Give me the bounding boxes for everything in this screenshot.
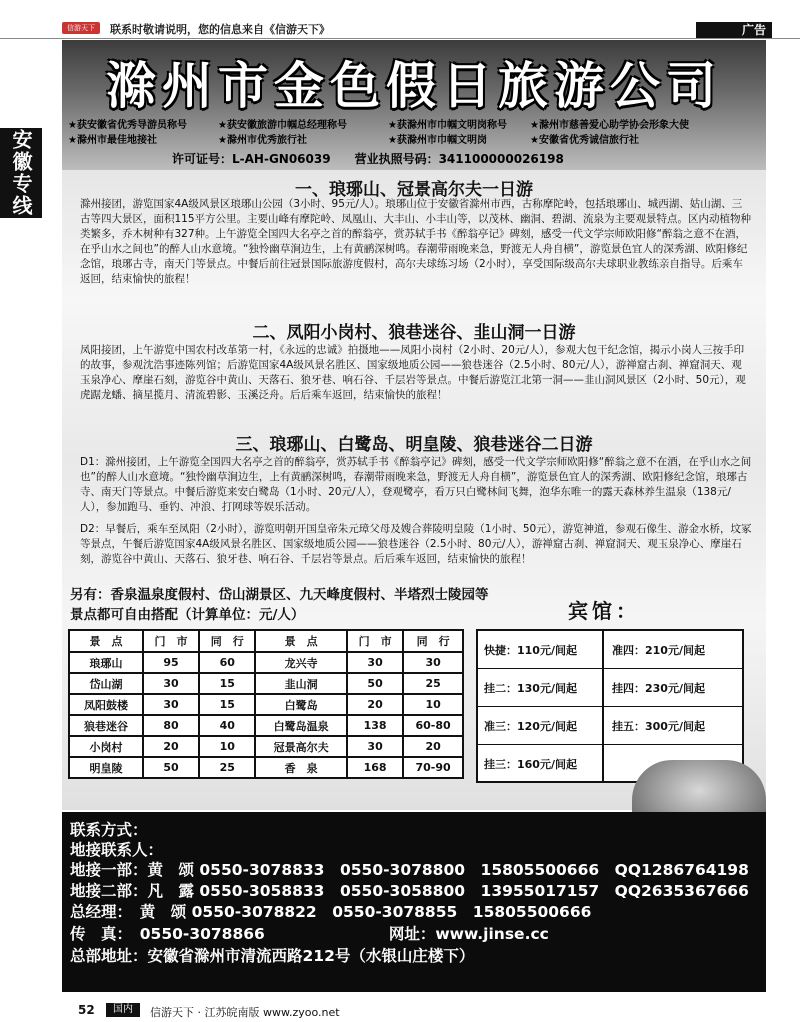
hotel-heading: 宾馆： (568, 599, 640, 623)
table-cell: 50 (347, 673, 403, 694)
table-cell: 20 (143, 736, 199, 757)
magazine-logo: 信游天下 (62, 22, 100, 34)
hotel-price: 准四：210元/间起 (612, 644, 705, 657)
contact-note: 联系时敬请说明，您的信息来自《信游天下》 (110, 23, 330, 36)
table-cell: 岱山湖 (69, 673, 143, 694)
table-cell: 韭山洞 (255, 673, 347, 694)
table-cell: 明皇陵 (69, 757, 143, 778)
table-row (69, 715, 463, 736)
table-cell: 60-80 (403, 715, 463, 736)
table-cell: 10 (403, 694, 463, 715)
region-sidebar-label: 安徽专线 (0, 128, 42, 218)
hotel-price: 准三：120元/间起 (484, 720, 577, 733)
section-tag: 国内 (106, 1003, 140, 1017)
table-cell: 凤阳鼓楼 (69, 694, 143, 715)
table-cell: 冠景高尔夫 (255, 736, 347, 757)
table-cell: 20 (403, 736, 463, 757)
company-title: 滁州市金色假日旅游公司 (106, 57, 722, 115)
table-row (69, 736, 463, 757)
hotel-price: 挂三：160元/间起 (484, 758, 577, 771)
hotel-price: 挂五：300元/间起 (612, 720, 705, 733)
route-title: 二、凤阳小岗村、狼巷迷谷、韭山洞一日游 (252, 323, 576, 343)
table-cell: 70-90 (403, 757, 463, 778)
award-item: ★获安徽旅游巾帼总经理称号 (218, 120, 347, 131)
table-row (69, 757, 463, 778)
column-header: 景 点 (255, 630, 347, 652)
footer-text: 信游天下 · 江苏皖南版 www.zyoo.net (150, 1006, 340, 1019)
table-cell: 香 泉 (255, 757, 347, 778)
optional-attractions: 另有：香泉温泉度假村、岱山湖景区、九天峰度假村、半塔烈士陵园等景点都可自由搭配（计算单位：元/人） (70, 587, 489, 623)
table-header-row (69, 630, 463, 652)
award-item: ★获滁州市巾帼文明岗 (388, 135, 487, 146)
column-header: 同 行 (199, 630, 255, 652)
column-header: 门 市 (143, 630, 199, 652)
table-cell: 30 (143, 694, 199, 715)
table-row (69, 694, 463, 715)
hotel-row (478, 631, 742, 669)
hotel-price: 挂二：130元/间起 (484, 682, 577, 695)
table-cell: 白鹭岛 (255, 694, 347, 715)
table-cell: 15 (199, 694, 255, 715)
contact-line: 总经理： 黄 颂 0550-3078822 0550-3078855 15805500666 (70, 903, 592, 921)
contact-line: 地接一部：黄 颂 0550-3078833 0550-3078800 15805500666 QQ1286764198 (70, 861, 749, 879)
table-cell: 40 (199, 715, 255, 736)
column-header: 景 点 (69, 630, 143, 652)
contact-subheading: 地接联系人： (70, 841, 164, 859)
route-day2: D2：早餐后，乘车至凤阳（2小时），游览明朝开国皇帝朱元璋父母及嫂合葬陵明皇陵（1小时、50元），游览神道，参观石像生、游金水桥，坟冢等景点，午餐后游览国家4A级风景名胜区、国家级地质公园——狼巷迷谷（2.5小时、80元/人），游禅窟古刹、禅窟洞天、观玉泉净心、摩崖石刻，游览谷中黄山、天落石、狼牙巷、响石谷、千层岩等景点。后后乘车返回，结束愉快的旅程！ (80, 523, 752, 565)
table-cell: 15 (199, 673, 255, 694)
column-header: 门 市 (347, 630, 403, 652)
contact-address: 总部地址：安徽省滁州市清流西路212号（水银山庄楼下） (70, 947, 475, 965)
contact-block (62, 812, 766, 992)
table-cell: 龙兴寺 (255, 652, 347, 673)
top-bar (0, 0, 800, 39)
route-title: 三、琅琊山、白鹭岛、明皇陵、狼巷迷谷二日游 (235, 435, 593, 455)
table-row (69, 673, 463, 694)
contact-line: 地接二部：凡 露 0550-3058833 0550-3058800 13955017157 QQ2635367666 (70, 882, 749, 900)
route-day1: D1：滁州接团，上午游览全国四大名亭之首的醉翁亭，赏苏轼手书《醉翁亭记》碑刻，感受一代文学宗师欧阳修“醉翁之意不在酒，在乎山水之间也”的醉人山水意境。“独怜幽草涧边生，上有黄鹂深树鸣，春潮带雨晚来急，野渡无人舟自横”，游览景色宜人的深秀湖、欧阳修纪念馆，琅琊古寺、南天门等景点。中餐后游览来安白鹭岛（1小时、20元/人），登观鹭亭，看万只白鹭林间飞舞，泡华东唯一的露天森林养生温泉（138元/人），参加跑马、垂钓、冲浪、打网球等娱乐活动。 (80, 456, 752, 513)
price-table (68, 629, 464, 779)
license-number: 许可证号：L-AH-GN06039 营业执照号码：341100000026198 (172, 152, 564, 166)
hotel-divider (602, 631, 604, 781)
award-item: ★安徽省优秀诚信旅行社 (530, 135, 639, 146)
table-cell: 白鹭岛温泉 (255, 715, 347, 736)
page-footer (0, 1000, 800, 1022)
table-cell: 小岗村 (69, 736, 143, 757)
table-cell: 50 (143, 757, 199, 778)
table-cell: 95 (143, 652, 199, 673)
page-number: 52 (78, 1003, 95, 1017)
award-item: ★滁州市优秀旅行社 (218, 135, 307, 146)
hotel-price: 挂四：230元/间起 (612, 682, 705, 695)
table-row (69, 652, 463, 673)
table-cell: 琅琊山 (69, 652, 143, 673)
table-cell: 30 (143, 673, 199, 694)
table-cell: 30 (347, 736, 403, 757)
table-cell: 30 (347, 652, 403, 673)
award-item: ★获安徽省优秀导游员称号 (68, 120, 187, 131)
ad-tag: 广告 (696, 22, 772, 38)
contact-line: 传 真： 0550-3078866 网址：www.jinse.cc (70, 925, 549, 943)
column-header: 同 行 (403, 630, 463, 652)
hotel-price: 快捷：110元/间起 (484, 644, 577, 657)
company-header (62, 40, 766, 170)
award-item: ★滁州市慈善爱心助学协会形象大使 (530, 120, 689, 131)
hotel-row (478, 707, 742, 745)
table-cell: 168 (347, 757, 403, 778)
award-item: ★获滁州市巾帼文明岗称号 (388, 120, 507, 131)
table-cell: 138 (347, 715, 403, 736)
table-cell: 80 (143, 715, 199, 736)
route-title: 一、琅琊山、冠景高尔夫一日游 (295, 180, 533, 200)
route-description: 滁州接团，游览国家4A级风景区琅琊山公园（3小时、95元/人）。琅琊山位于安徽省滁州市西，古称摩陀岭，包括琅琊山、城西湖、姑山湖、三古等四大景区，面积115平方公里。主要山峰有摩陀岭、凤凰山、大丰山、小丰山等，以茂林、幽洞、碧湖、流泉为主要观景特点。区内动植物种类繁多，乔木树种有327种。上午游览全国四大名亭之首的醉翁亭，赏苏轼手书《醉翁亭记》碑刻，感受一代文学宗师欧阳修“醉翁之意不在酒，在乎山水之间也”的醉人山水意境。“独怜幽草涧边生，上有黄鹂深树鸣。春潮带雨晚来急，野渡无人舟自横”，游览景色宜人的深秀湖、欧阳修纪念馆，琅琊古寺，南天门等景点。中餐后前往冠景国际旅游度假村，高尔夫球练习场（2小时），享受国际级高尔夫球职业教练亲自指导。后乘车返回，结束愉快的旅程！ (80, 198, 752, 285)
table-cell: 25 (403, 673, 463, 694)
table-cell: 20 (347, 694, 403, 715)
table-cell: 60 (199, 652, 255, 673)
contact-heading: 联系方式： (70, 821, 148, 839)
table-cell: 25 (199, 757, 255, 778)
table-cell: 10 (199, 736, 255, 757)
hotel-row (478, 669, 742, 707)
table-cell: 30 (403, 652, 463, 673)
award-item: ★滁州市最佳地接社 (68, 135, 157, 146)
route-description: 凤阳接团，上午游览中国农村改革第一村，《永远的忠诚》拍摄地——凤阳小岗村（2小时、20元/人），参观大包干纪念馆，揭示小岗人三按手印的故事，参观沈浩事迹陈列馆；后游览国家4A级风景名胜区、国家级地质公园——狼巷迷谷（2.5小时、80元/人），游禅窟古刹、禅窟洞天、观玉泉净心、摩崖石刻，游览谷中黄山、天落石、狼牙巷、响石谷、千层岩等景点。中餐后游览江北第一洞——韭山洞风景区（2小时、50元），观虎踞龙蟠、摘星揽月、清流碧影、玉溪泛舟。后后乘车返回，结束愉快的旅程！ (80, 344, 746, 401)
table-cell: 狼巷迷谷 (69, 715, 143, 736)
